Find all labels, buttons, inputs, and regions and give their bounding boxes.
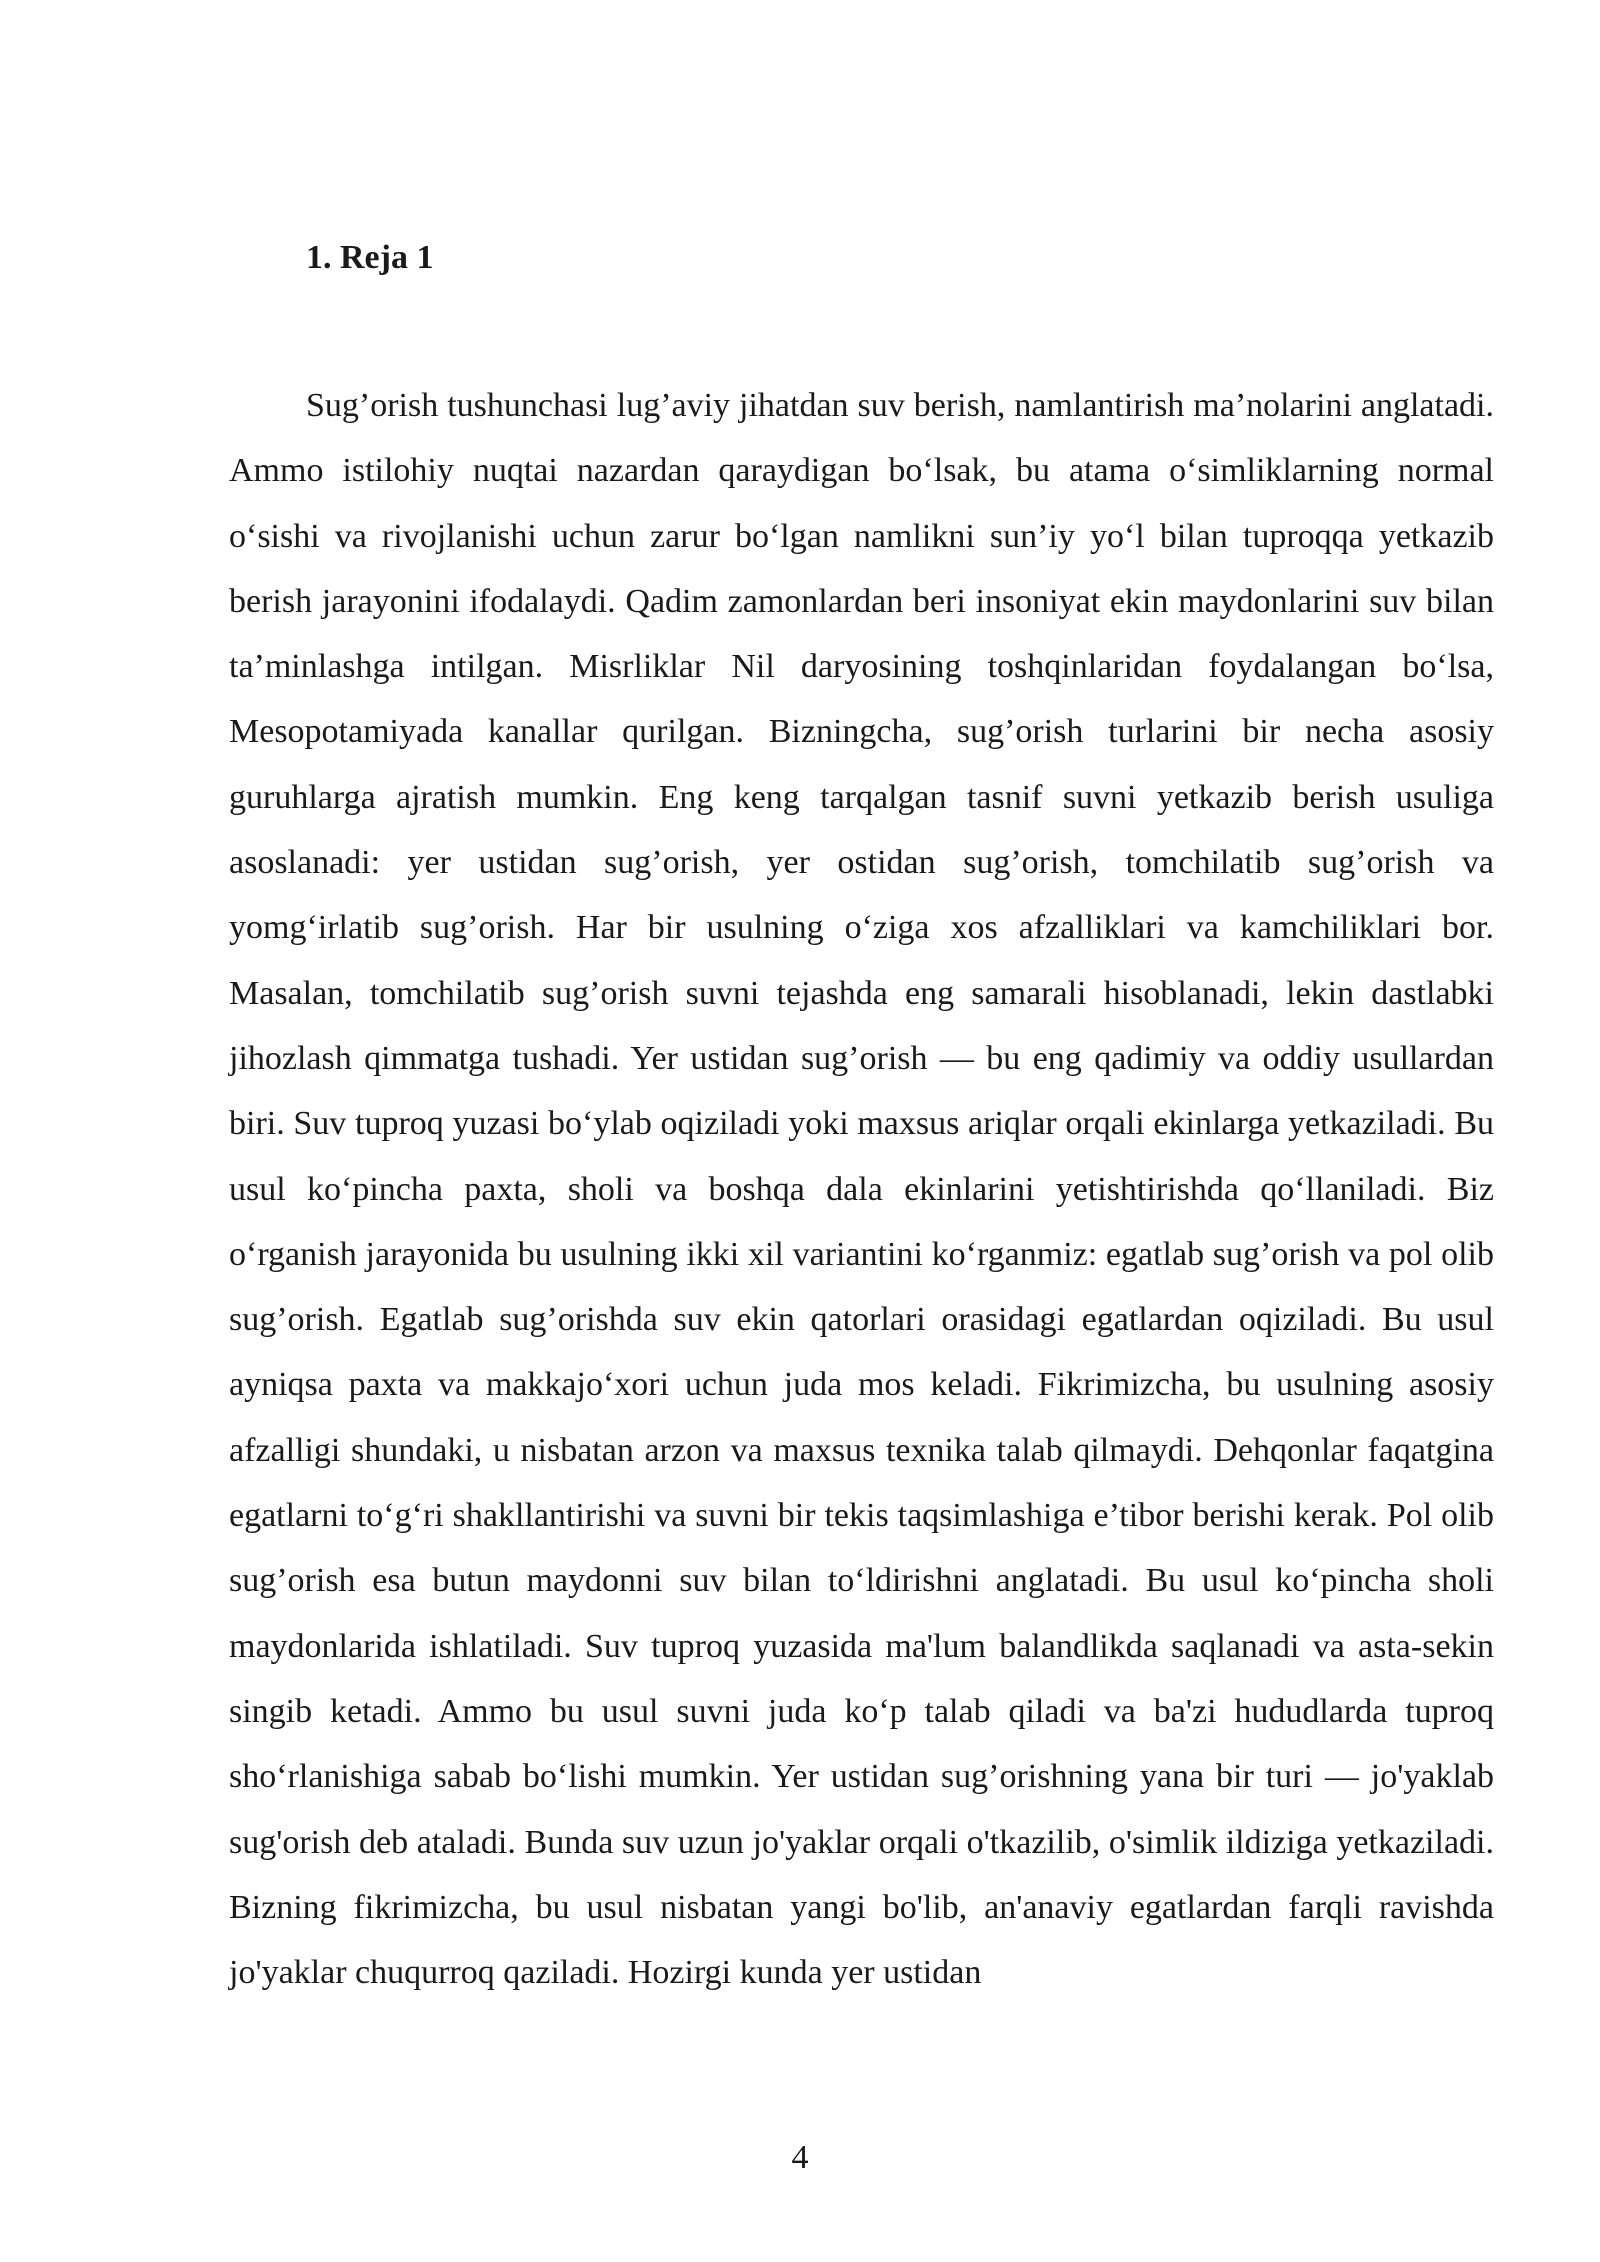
- page-number: 4: [791, 2139, 809, 2176]
- body-paragraph: Sug’orish tushunchasi lug’aviy jihatdan suv berish, namlantirish ma’nolarini anglatadi. Ammo istilohiy nuqtai nazardan qaraydigan bo‘lsak, bu atama o‘simliklarning normal o‘sishi va rivojlanishi uchun zarur bo‘lgan namlikni sun’iy yo‘l bilan tuproqqa yetkazib berish jarayonini ifodalaydi. Qadim zamonlardan beri insoniyat ekin maydonlarini suv bilan ta’minlashga intilgan. Misrliklar Nil daryosining toshqinlaridan foydalangan bo‘lsa, Mesopotamiyada kanallar qurilgan. Bizningcha, sug’orish turlarini bir necha asosiy guruhlarga ajratish mumkin. Eng keng tarqalgan tasnif suvni yetkazib berish usuliga asoslanadi: yer ustidan sug’orish, yer ostidan sug’orish, tomchilatib sug’orish va yomg‘irlatib sug’orish. Har bir usulning o‘ziga xos afzalliklari va kamchiliklari bor. Masalan, tomchilatib sug’orish suvni tejashda eng samarali hisoblanadi, lekin dastlabki jihozlash qimmatga tushadi. Yer ustidan sug’orish — bu eng qadimiy va oddiy usullardan biri. Suv tuproq yuzasi bo‘ylab oqiziladi yoki maxsus ariqlar orqali ekinlarga yetkaziladi. Bu usul ko‘pincha paxta, sholi va boshqa dala ekinlarini yetishtirishda qo‘llaniladi. Biz o‘rganish jarayonida bu usulning ikki xil variantini ko‘rganmiz: egatlab sug’orish va pol olib sug’orish. Egatlab sug’orishda suv ekin qatorlari orasidagi egatlardan oqiziladi. Bu usul ayniqsa paxta va makkajo‘xori uchun juda mos keladi. Fikrimizcha, bu usulning asosiy afzalligi shundaki, u nisbatan arzon va maxsus texnika talab qilmaydi. Dehqonlar faqatgina egatlarni to‘g‘ri shakllantirishi va suvni bir tekis taqsimlashiga e’tibor berishi kerak. Pol olib sug’orish esa butun maydonni suv bilan to‘ldirishni anglatadi. Bu usul ko‘pincha sholi maydonlarida ishlatiladi. Suv tuproq yuzasida ma'lum balandlikda saqlanadi va asta-sekin singib ketadi. Ammo bu usul suvni juda ko‘p talab qiladi va ba'zi hududlarda tuproq sho‘rlanishiga sabab bo‘lishi mumkin. Yer ustidan sug’orishning yana bir turi — jo'yaklab sug'orish deb ataladi. Bunda suv uzun jo'yaklar orqali o'tkazilib, o'simlik ildiziga yetkaziladi. Bizning fikrimizcha, bu usul nisbatan yangi bo'lib, an'anaviy egatlardan farqli ravishda jo'yaklar chuqurroq qaziladi. Hozirgi kunda yer ustidan: [229, 387, 1494, 1992]
- section-heading: 1. Reja 1: [306, 239, 434, 276]
